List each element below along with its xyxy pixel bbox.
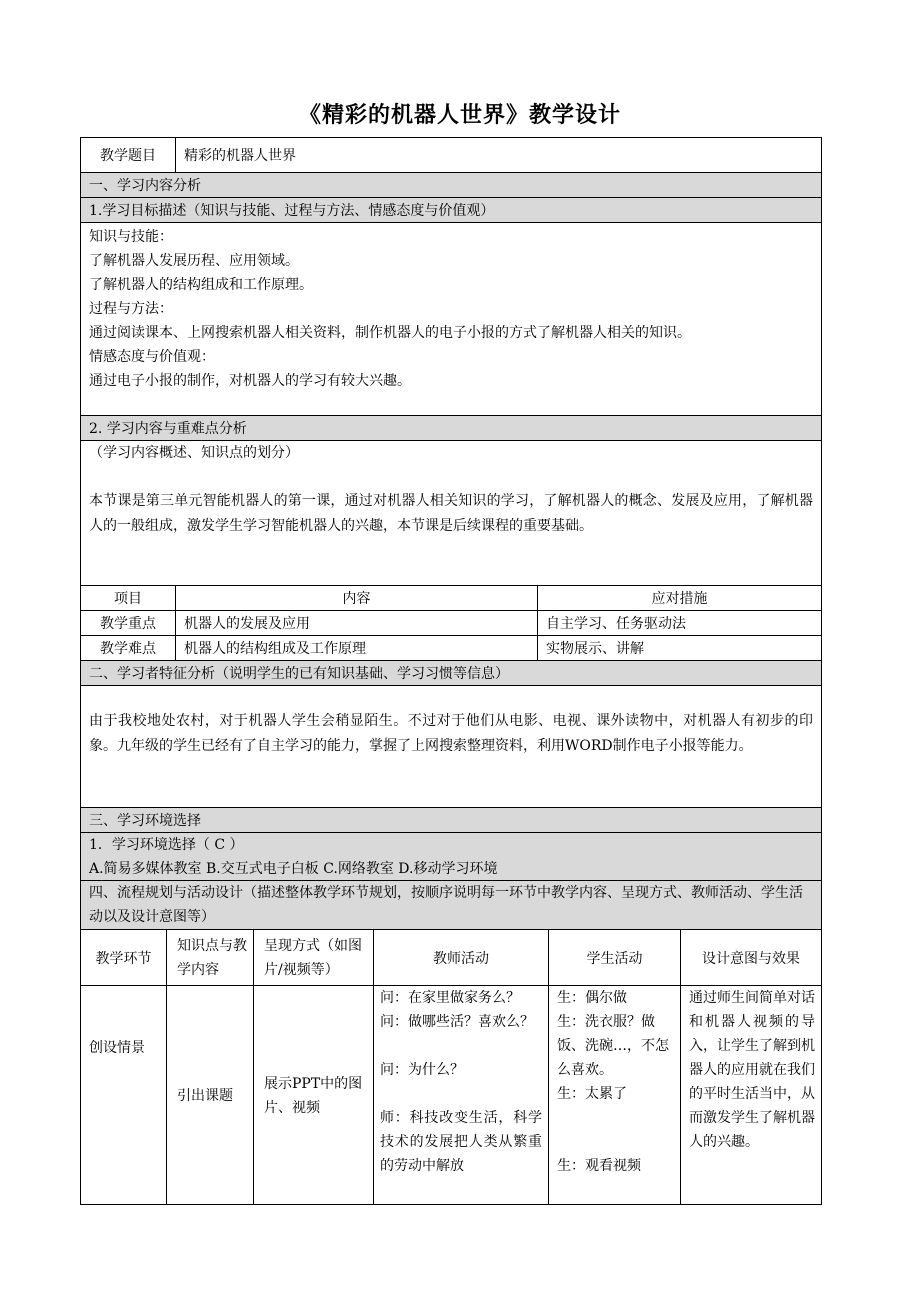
flow-knowledge: 引出课题	[177, 1088, 233, 1104]
flow-student-cell	[548, 986, 680, 1204]
section1-heading: 一、学习内容分析	[89, 178, 201, 194]
analysis-note: （学习内容概述、知识点的划分）	[89, 445, 299, 461]
flow-table-row	[80, 986, 822, 1205]
goals-line: 了解机器人发展历程、应用领域。	[89, 253, 299, 269]
goals-line: 过程与方法：	[89, 301, 173, 317]
section1-heading-row	[80, 173, 822, 198]
key-header-item: 项目	[114, 591, 142, 607]
section4-heading: 四、流程规划与活动设计（描述整体教学环节规划，按顺序说明每一环节中教学内容、呈现方式、教师活动、学生活动以及设计意图等）	[89, 885, 803, 925]
flow-stage-cell	[81, 986, 166, 1204]
student-line: 生：偶尔做	[557, 990, 627, 1006]
goals-lines	[89, 225, 813, 393]
teacher-line: 问：为什么？	[380, 1062, 464, 1078]
flow-presentation: 展示PPT中的图片、视频	[264, 1076, 363, 1116]
flow-header-stage: 教学环节	[95, 950, 152, 967]
teacher-line: 问：在家里做家务么？	[380, 990, 520, 1006]
flow-header-presentation: 呈现方式（如图片/视频等）	[253, 930, 373, 985]
key-table-header	[80, 586, 822, 611]
student-line: 生：洗衣服？做饭、洗碗…，不怎么喜欢。	[557, 1014, 669, 1078]
goals-line: 通过电子小报的制作，对机器人的学习有较大兴趣。	[89, 373, 411, 389]
flow-knowledge-cell	[166, 986, 253, 1204]
goals-line: 情感态度与价值观：	[89, 349, 215, 365]
flow-intent-cell	[680, 986, 821, 1204]
flow-intent: 通过师生间简单对话和机器人视频的导入，让学生了解到机器人的应用就在我们的平时生活当中，从而激发学生了解机器人的兴趣。	[689, 990, 815, 1150]
flow-header-teacher: 教师活动	[373, 930, 548, 985]
goals-line: 了解机器人的结构组成和工作原理。	[89, 277, 313, 293]
teacher-line	[380, 1082, 542, 1106]
goals-heading: 1.学习目标描述（知识与技能、过程与方法、情感态度与价值观）	[89, 203, 495, 219]
topic-value: 精彩的机器人世界	[175, 138, 821, 172]
flow-teacher-cell	[373, 986, 548, 1204]
section2-heading-row	[80, 661, 822, 686]
goals-block	[80, 223, 822, 416]
flow-presentation-cell	[253, 986, 373, 1204]
section2-block	[80, 686, 822, 808]
key-row-measures: 自主学习、任务驱动法	[537, 611, 821, 635]
section2-paragraph: 由于我校地处农村，对于机器人学生会稍显陌生。不过对于他们从电影、电视、课外读物中，对机器人有初步的印象。九年级的学生已经有了自主学习的能力，掌握了上网搜索整理资料，利用WORD制作电子小报等能力。	[89, 713, 813, 754]
student-line: 生：太累了	[557, 1086, 627, 1102]
flow-header-knowledge: 知识点与教学内容	[166, 930, 253, 985]
key-row-content: 机器人的发展及应用	[175, 611, 537, 635]
key-header-measures: 应对措施	[537, 586, 821, 610]
goals-heading-row	[80, 198, 822, 223]
key-row-label: 教学重点	[100, 616, 156, 632]
key-row-content: 机器人的结构组成及工作原理	[175, 636, 537, 660]
flow-stage: 创设情景	[89, 1040, 145, 1056]
goals-line: 知识与技能：	[89, 229, 173, 245]
key-header-content: 内容	[175, 586, 537, 610]
flow-header-student: 学生活动	[548, 930, 680, 985]
topic-row	[80, 137, 822, 173]
analysis-paragraph: 本节课是第三单元智能机器人的第一课，通过对机器人相关知识的学习，了解机器人的概念、发展及应用，了解机器人的一般组成，激发学生学习智能机器人的兴趣，本节课是后续课程的重要基础。	[89, 493, 813, 534]
flow-table-header	[80, 930, 822, 986]
topic-label: 教学题目	[100, 148, 156, 164]
key-row-label: 教学难点	[100, 641, 156, 657]
key-table-row	[80, 611, 822, 636]
teacher-line	[380, 1034, 542, 1058]
goals-line: 通过阅读课本、上网搜索机器人相关资料，制作机器人的电子小报的方式了解机器人相关的知识。	[89, 325, 691, 341]
teacher-line: 师：科技改变生活，科学技术的发展把人类从繁重的劳动中解放	[380, 1110, 542, 1174]
analysis-heading: 2. 学习内容与重难点分析	[89, 421, 247, 437]
analysis-block	[80, 441, 822, 586]
section3-options	[89, 833, 813, 881]
student-line	[557, 1130, 674, 1154]
section3-heading-row	[80, 808, 822, 833]
section4-heading-row	[80, 881, 822, 930]
page-title: 《精彩的机器人世界》教学设计	[298, 103, 621, 128]
key-row-measures: 实物展示、讲解	[537, 636, 821, 660]
env-choice-label: 1．学习环境选择（ C ）	[89, 837, 244, 853]
flow-header-intent: 设计意图与效果	[680, 930, 821, 985]
teacher-line: 问：做哪些活？喜欢么？	[380, 1014, 534, 1030]
key-table-row	[80, 636, 822, 661]
section2-heading: 二、学习者特征分析（说明学生的已有知识基础、学习习惯等信息）	[89, 666, 509, 682]
section3-heading: 三、学习环境选择	[89, 813, 201, 829]
student-line: 生：观看视频	[557, 1158, 641, 1174]
env-options: A.简易多媒体教室 B.交互式电子白板 C.网络教室 D.移动学习环境	[89, 861, 498, 877]
analysis-heading-row	[80, 416, 822, 441]
section3-options-row	[80, 833, 822, 881]
student-line	[557, 1106, 674, 1130]
